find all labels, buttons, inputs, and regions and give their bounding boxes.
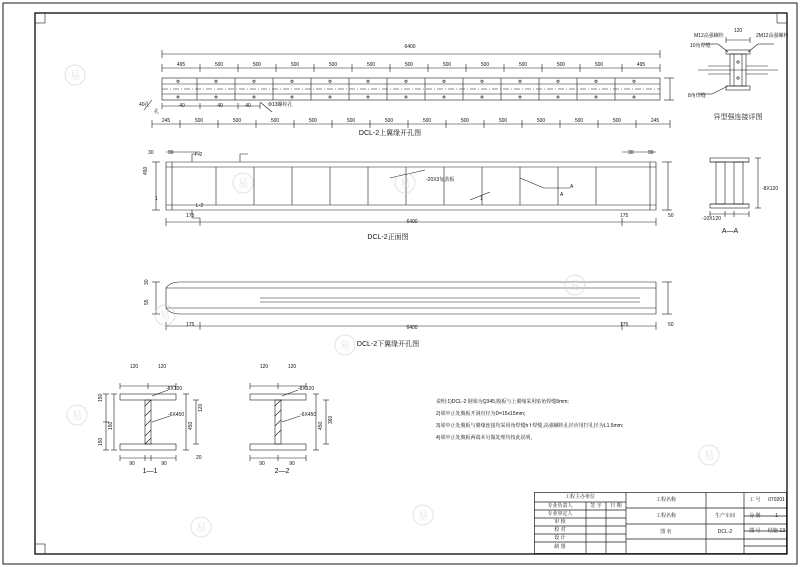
view-section-2-2 <box>232 372 342 472</box>
dim-seg-t11: 500 <box>556 62 566 68</box>
tb-row-4-c1: 校 对 <box>554 527 566 533</box>
dim-seg-t7: 500 <box>404 62 414 68</box>
svg-text:易: 易 <box>69 70 81 82</box>
dim-el-end-1: 30 <box>148 150 154 156</box>
dim-bp-edge-b: 55 <box>144 299 150 305</box>
dim-seg-b13: 500 <box>612 118 622 124</box>
view-title-2-2: 2—2 <box>274 468 290 475</box>
dim-22-top-2: 120 <box>287 364 297 370</box>
dim-seg-b8: 500 <box>422 118 432 124</box>
dim-el-left-175: 175 <box>186 213 195 219</box>
dim-bp-overall: 6400 <box>406 325 418 331</box>
label-22-web: -6X450 <box>300 412 317 418</box>
dim-11-left-2: 150 <box>98 437 104 446</box>
dim-seg-t5: 500 <box>328 62 338 68</box>
view-plan-bottom <box>140 270 700 340</box>
dim-11-left-1: 150 <box>98 393 104 402</box>
tb-volume-value: 1 <box>775 512 778 519</box>
dim-seg-t4: 500 <box>290 62 300 68</box>
label-joint-bolt-2: 2M12高强螺栓 <box>756 33 789 39</box>
tb-sheet-label: 图 号 <box>749 527 761 534</box>
dim-11-top-1: 120 <box>129 364 139 370</box>
callout-stiffener: -20X3加劲板 <box>426 177 455 183</box>
tb-row-1-c3: 日 期 <box>610 503 622 509</box>
dim-el-overall: 6400 <box>406 219 418 225</box>
note-bolt-hole: Φ13螺栓孔 <box>268 102 293 108</box>
label-joint-bolt-1: M12高强螺栓 <box>694 33 724 39</box>
tb-row-1-c1: 专业负责人 <box>547 503 573 509</box>
dim-11-bot-2: 90 <box>161 461 167 467</box>
dim-11-left-3: 150 <box>108 421 114 430</box>
note-line-2: 2)梁中止处腹板开洞直径为D=15x15mm; <box>436 411 526 417</box>
dim-seg-t13: 495 <box>636 62 646 68</box>
dim-el-end-4: 90 <box>648 150 654 156</box>
tb-left-header: 工程主办单位 <box>564 494 595 500</box>
section-mark-l-2: L-2 <box>196 203 204 209</box>
tb-row-6-c1: 制 图 <box>554 544 566 550</box>
view-title-plan-top: DCL-2上翼缘开孔图 <box>358 130 422 137</box>
dim-bp-edge-a: 30 <box>144 279 150 285</box>
tb-project-label: 工程名称 <box>655 497 676 503</box>
dim-bp-right-175: 175 <box>620 322 629 328</box>
dim-seg-t1: 495 <box>176 62 186 68</box>
svg-text:易: 易 <box>159 310 171 322</box>
view-elevation <box>140 148 700 230</box>
dim-el-depth: 450 <box>143 166 149 175</box>
tb-subproject-value: 生产车间 <box>714 513 735 519</box>
view-title-aa: A—A <box>721 228 739 235</box>
dim-22-right-1: 450 <box>318 421 324 430</box>
note-line-1: 说明:1)DCL-2 钢梁为Q345,腹板与上翼缘采用贴角焊缝8mm; <box>436 399 569 405</box>
view-title-1-1: 1—1 <box>142 468 158 475</box>
svg-text:易: 易 <box>339 340 351 352</box>
label-joint-weld-2: 8角焊缝 <box>688 93 706 99</box>
section-mark-11b: 1 <box>155 196 158 202</box>
tb-sheet-value: 结施-13 <box>767 527 786 534</box>
tb-subproject-label: 工程名称 <box>655 513 676 519</box>
label-aa-plate-1: -10X120 <box>702 216 721 222</box>
svg-text:易: 易 <box>71 410 83 422</box>
dim-seg-b7: 500 <box>384 118 394 124</box>
dim-seg-b4: 500 <box>270 118 280 124</box>
dim-22-right-2: 360 <box>328 415 334 424</box>
tb-row-3-c1: 审 核 <box>554 519 566 525</box>
note-line-3: 3)梁中止处腹板与翼缘连接均采用角焊缝h f 焊缝,高强螺栓孔径应用拧孔径为L1.5mm; <box>436 423 624 429</box>
section-mark-11a: 1 <box>480 196 483 202</box>
section-mark-gamma-2: Γ-2 <box>195 152 203 158</box>
tb-row-2-c1: 专业审定人 <box>547 511 573 517</box>
dim-seg-b9: 500 <box>460 118 470 124</box>
dim-el-end-3: 30 <box>628 150 634 156</box>
dim-11-top-2: 120 <box>157 364 167 370</box>
note-hole: 孔 <box>154 109 160 115</box>
svg-text:易: 易 <box>237 178 249 190</box>
dim-small-1: 40 <box>179 103 185 109</box>
view-title-joint: 异型强连接详图 <box>713 114 763 121</box>
svg-text:易: 易 <box>417 510 429 522</box>
dim-seg-t9: 500 <box>480 62 490 68</box>
dim-el-right-175: 175 <box>620 213 629 219</box>
dim-seg-t3: 500 <box>252 62 262 68</box>
tb-drawing-label: 图 名 <box>660 528 672 535</box>
svg-text:易: 易 <box>703 450 715 462</box>
dim-seg-t2: 500 <box>214 62 224 68</box>
tb-drawing-value: DCL-2 <box>717 528 733 535</box>
dim-22-top-1: 120 <box>259 364 269 370</box>
dim-el-end-2: 90 <box>168 150 174 156</box>
dim-seg-t12: 500 <box>594 62 604 68</box>
svg-text:易: 易 <box>569 280 581 292</box>
dim-11-right-1: 450 <box>188 421 194 430</box>
dim-seg-b2: 500 <box>194 118 204 124</box>
dim-seg-b3: 500 <box>232 118 242 124</box>
dim-seg-b5: 500 <box>308 118 318 124</box>
dim-el-right-50: 50 <box>668 213 674 219</box>
dim-seg-b11: 500 <box>536 118 546 124</box>
dim-bp-right-50: 50 <box>668 322 674 328</box>
view-plan-top <box>140 40 700 140</box>
note-line-4: 4)梁中止处腹板两端未另做处理均按此说明。 <box>436 435 536 441</box>
label-11-flange: -8X120 <box>166 386 183 392</box>
tb-row-1-c2: 签 字 <box>590 503 602 509</box>
note-hole-count: 40孔 <box>139 102 150 108</box>
dim-seg-b6: 500 <box>346 118 356 124</box>
dim-22-bot-2: 90 <box>289 461 295 467</box>
label-22-flange: -8X120 <box>298 386 315 392</box>
svg-text:易: 易 <box>195 522 207 534</box>
tb-code-value: 070201 <box>768 497 785 503</box>
dim-seg-t10: 500 <box>518 62 528 68</box>
dim-11-bot-3: 20 <box>196 455 202 461</box>
label-aa-plate-2: -8X120 <box>762 186 779 192</box>
dim-seg-b10: 500 <box>498 118 508 124</box>
label-joint-plate: 120 <box>733 28 743 34</box>
dim-overall-top: 6400 <box>404 44 416 50</box>
dim-seg-b12: 500 <box>574 118 584 124</box>
tb-code-label: 工 号 <box>749 497 761 503</box>
dim-11-right-2: 120 <box>198 403 204 412</box>
view-title-elevation: DCL-2正面图 <box>367 234 409 241</box>
view-title-plan-bottom: DCL-2下翼缘开孔图 <box>356 341 420 348</box>
svg-text:易: 易 <box>399 178 411 190</box>
dim-bp-left-175: 175 <box>186 322 195 328</box>
dim-22-bot-1: 90 <box>259 461 265 467</box>
tb-row-5-c1: 设 计 <box>554 535 566 541</box>
label-joint-weld-1: 10角焊缝 <box>690 43 711 49</box>
dim-11-bot-1: 90 <box>129 461 135 467</box>
tb-volume-label: 分 册 <box>749 512 761 519</box>
label-11-web: -6X450 <box>168 412 185 418</box>
dim-seg-t8: 500 <box>442 62 452 68</box>
section-mark-a2: A <box>560 192 564 198</box>
dim-small-3: 40 <box>245 103 251 109</box>
dim-small-2: 40 <box>217 103 223 109</box>
dim-seg-b1: 245 <box>161 118 171 124</box>
dim-seg-t6: 500 <box>366 62 376 68</box>
dim-seg-b14: 245 <box>650 118 660 124</box>
section-mark-a1: A <box>570 184 574 190</box>
